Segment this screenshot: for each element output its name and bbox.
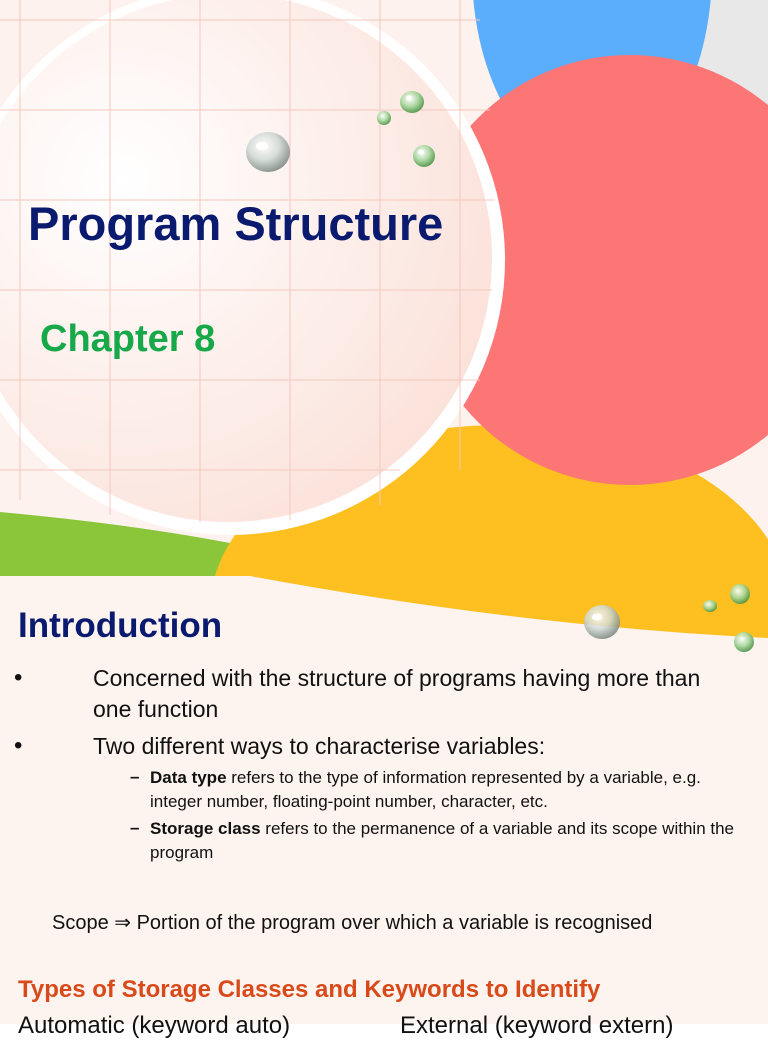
bullet-text: Two different ways to characterise variables: [93, 733, 546, 759]
water-drop-icon [413, 145, 435, 167]
cut-off-text-right: External (keyword extern) [400, 1012, 674, 1039]
slide-subtitle: Chapter 8 [40, 318, 216, 360]
sub-bullet-marker: – [130, 767, 140, 786]
sub-bullet-term: Storage class [150, 819, 261, 838]
water-drop-icon [584, 605, 620, 639]
sub-bullet-marker: – [130, 818, 140, 837]
bullet-text: Concerned with the structure of programs having more than one function [93, 665, 701, 722]
sub-bullet-description: refers to the permanence of a variable and its scope within the program [150, 819, 734, 862]
storage-classes-heading: Types of Storage Classes and Keywords to Identify [18, 976, 601, 1003]
section-heading: Introduction [18, 606, 223, 645]
introduction-slide [0, 576, 768, 1039]
yellow-shape [250, 576, 768, 638]
water-drop-icon [246, 132, 290, 172]
scope-definition: Scope ⇒ Portion of the program over which a variable is recognised [52, 912, 653, 934]
water-drop-icon [400, 91, 424, 113]
sub-bullet-description: refers to the type of information represented by a variable, e.g. integer number, floating-point number, character, etc. [150, 768, 701, 811]
water-drop-icon [730, 584, 750, 604]
sub-bullet-term: Data type [150, 768, 227, 787]
water-drop-icon [703, 600, 717, 612]
sub-bullet-text [150, 817, 750, 865]
slide-title: Program Structure [28, 197, 444, 250]
sub-bullet-text [150, 766, 750, 814]
bullet-marker: • [14, 732, 23, 759]
water-drop-icon [377, 111, 391, 125]
cut-off-text-left: Automatic (keyword auto) [18, 1012, 291, 1039]
water-drop-icon [734, 632, 754, 652]
bullet-marker: • [14, 664, 23, 691]
